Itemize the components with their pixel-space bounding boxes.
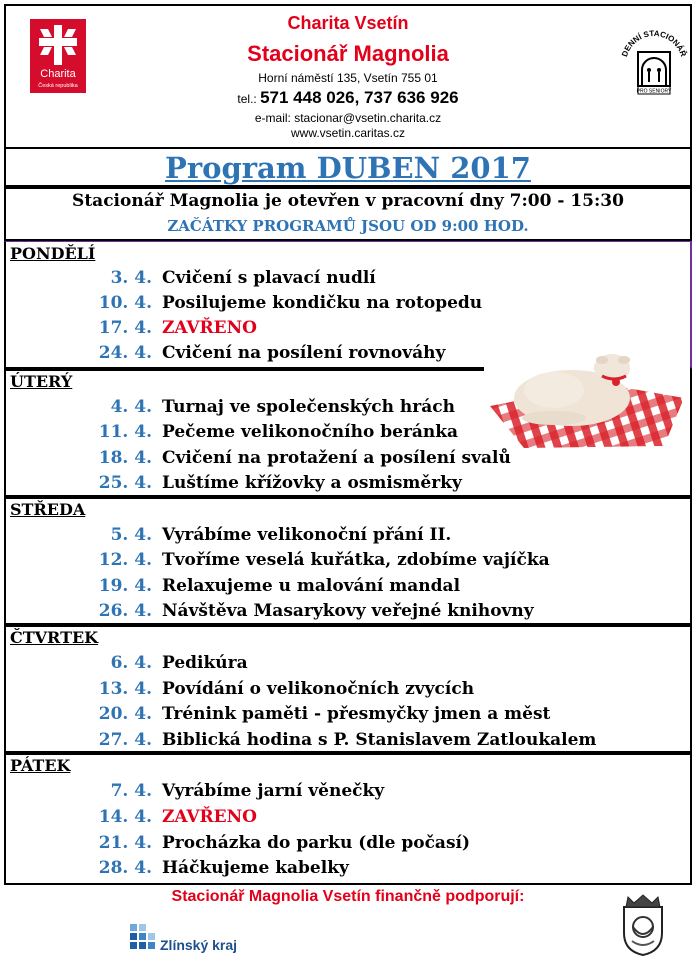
item-date: 27. 4. xyxy=(98,730,152,750)
item-date: 19. 4. xyxy=(98,576,152,596)
item-date: 5. 4. xyxy=(110,525,152,545)
page-title: Program DUBEN 2017 xyxy=(4,147,692,187)
day-label-monday: PONDĚLÍ xyxy=(10,244,96,263)
item-date: 25. 4. xyxy=(98,473,152,493)
item-text: Povídání o velikonočních zvycích xyxy=(162,679,475,699)
day-label-friday: PÁTEK xyxy=(10,756,71,775)
item-text: Luštíme křížovky a osmisměrky xyxy=(162,473,462,493)
item-text: Vyrábíme jarní věnečky xyxy=(162,781,385,801)
charita-logo-text: Charita xyxy=(40,68,76,80)
item-date: 28. 4. xyxy=(98,858,152,878)
item-date: 3. 4. xyxy=(110,268,152,288)
item-text: Cvičení s plavací nudlí xyxy=(162,268,376,288)
item-date: 21. 4. xyxy=(98,833,152,853)
item-text: Vyrábíme velikonoční přání II. xyxy=(162,525,452,545)
stacionar-logo xyxy=(618,18,690,98)
item-text: Háčkujeme kabelky xyxy=(162,858,349,878)
item-text: Procházka do parku (dle počasí) xyxy=(162,833,471,853)
svg-text:DENNÍ STACIONÁŘ xyxy=(620,29,688,58)
program-start: ZAČÁTKY PROGRAMŮ JSOU OD 9:00 HOD. xyxy=(167,217,529,235)
item-date: 24. 4. xyxy=(98,343,152,363)
item-text: Posilujeme kondičku na rotopedu xyxy=(162,293,483,313)
item-date: 13. 4. xyxy=(98,679,152,699)
easter-lamb-image xyxy=(484,336,690,448)
info-box xyxy=(4,187,692,241)
stacionar-logo-text: DENNÍ STACIONÁŘ xyxy=(620,28,688,58)
item-text: Pečeme velikonočního beránka xyxy=(162,422,459,442)
zlinsky-kraj-logo xyxy=(130,924,260,965)
zlinsky-kraj-text: Zlínský kraj xyxy=(160,937,238,953)
item-text: Tvoříme veselá kuřátka, zdobíme vajíčka xyxy=(162,550,550,570)
day-label-tuesday: ÚTERÝ xyxy=(10,372,73,391)
town-emblem xyxy=(618,893,668,957)
website: www.vsetin.caritas.cz xyxy=(290,126,406,140)
email-line xyxy=(0,111,696,125)
day-label-thursday: ČTVRTEK xyxy=(10,628,99,647)
phone-prefix: tel.: xyxy=(237,92,257,106)
email-prefix: e-mail: xyxy=(254,111,291,125)
item-date: 10. 4. xyxy=(98,293,152,313)
item-date: 17. 4. xyxy=(98,318,152,338)
email-address: stacionar@vsetin.charita.cz xyxy=(294,111,442,125)
address: Horní náměstí 135, Vsetín 755 01 xyxy=(258,71,438,85)
item-date: 6. 4. xyxy=(110,653,152,673)
item-date: 14. 4. xyxy=(98,807,152,827)
item-date: 11. 4. xyxy=(98,422,152,442)
item-text: Turnaj ve společenských hrách xyxy=(162,397,455,417)
stacionar-logo-subtext: PRO SENIORY xyxy=(636,88,672,95)
org-name: Charita Vsetín xyxy=(287,13,409,33)
item-text: Cvičení na posílení rovnováhy xyxy=(162,343,446,363)
item-text: Relaxujeme u malování mandal xyxy=(162,576,461,596)
item-text: Pedikúra xyxy=(162,653,248,673)
item-text: Návštěva Masarykovy veřejné knihovny xyxy=(162,601,534,621)
charita-logo-subtext: Česká republika xyxy=(38,83,78,89)
item-date: 7. 4. xyxy=(110,781,152,801)
item-date: 20. 4. xyxy=(98,704,152,724)
item-date: 12. 4. xyxy=(98,550,152,570)
sponsor-text: Stacionář Magnolia Vsetín finančně podporují: xyxy=(171,888,525,905)
item-text-closed: ZAVŘENO xyxy=(162,318,257,338)
item-text: Biblická hodina s P. Stanislavem Zatloukalem xyxy=(162,730,597,750)
phone-numbers: 571 448 026, 737 636 926 xyxy=(260,88,459,107)
item-text: Trénink paměti - přesmyčky jmen a měst xyxy=(162,704,551,724)
phone-line xyxy=(0,88,696,108)
item-date: 18. 4. xyxy=(98,448,152,468)
item-date: 4. 4. xyxy=(110,397,152,417)
item-text-closed: ZAVŘENO xyxy=(162,807,257,827)
opening-hours: Stacionář Magnolia je otevřen v pracovní dny 7:00 - 15:30 xyxy=(72,191,624,211)
day-label-wednesday: STŘEDA xyxy=(10,500,86,519)
item-text: Cvičení na protažení a posílení svalů xyxy=(162,448,511,468)
item-date: 26. 4. xyxy=(98,601,152,621)
stacionar-name: Stacionář Magnolia xyxy=(247,41,449,66)
